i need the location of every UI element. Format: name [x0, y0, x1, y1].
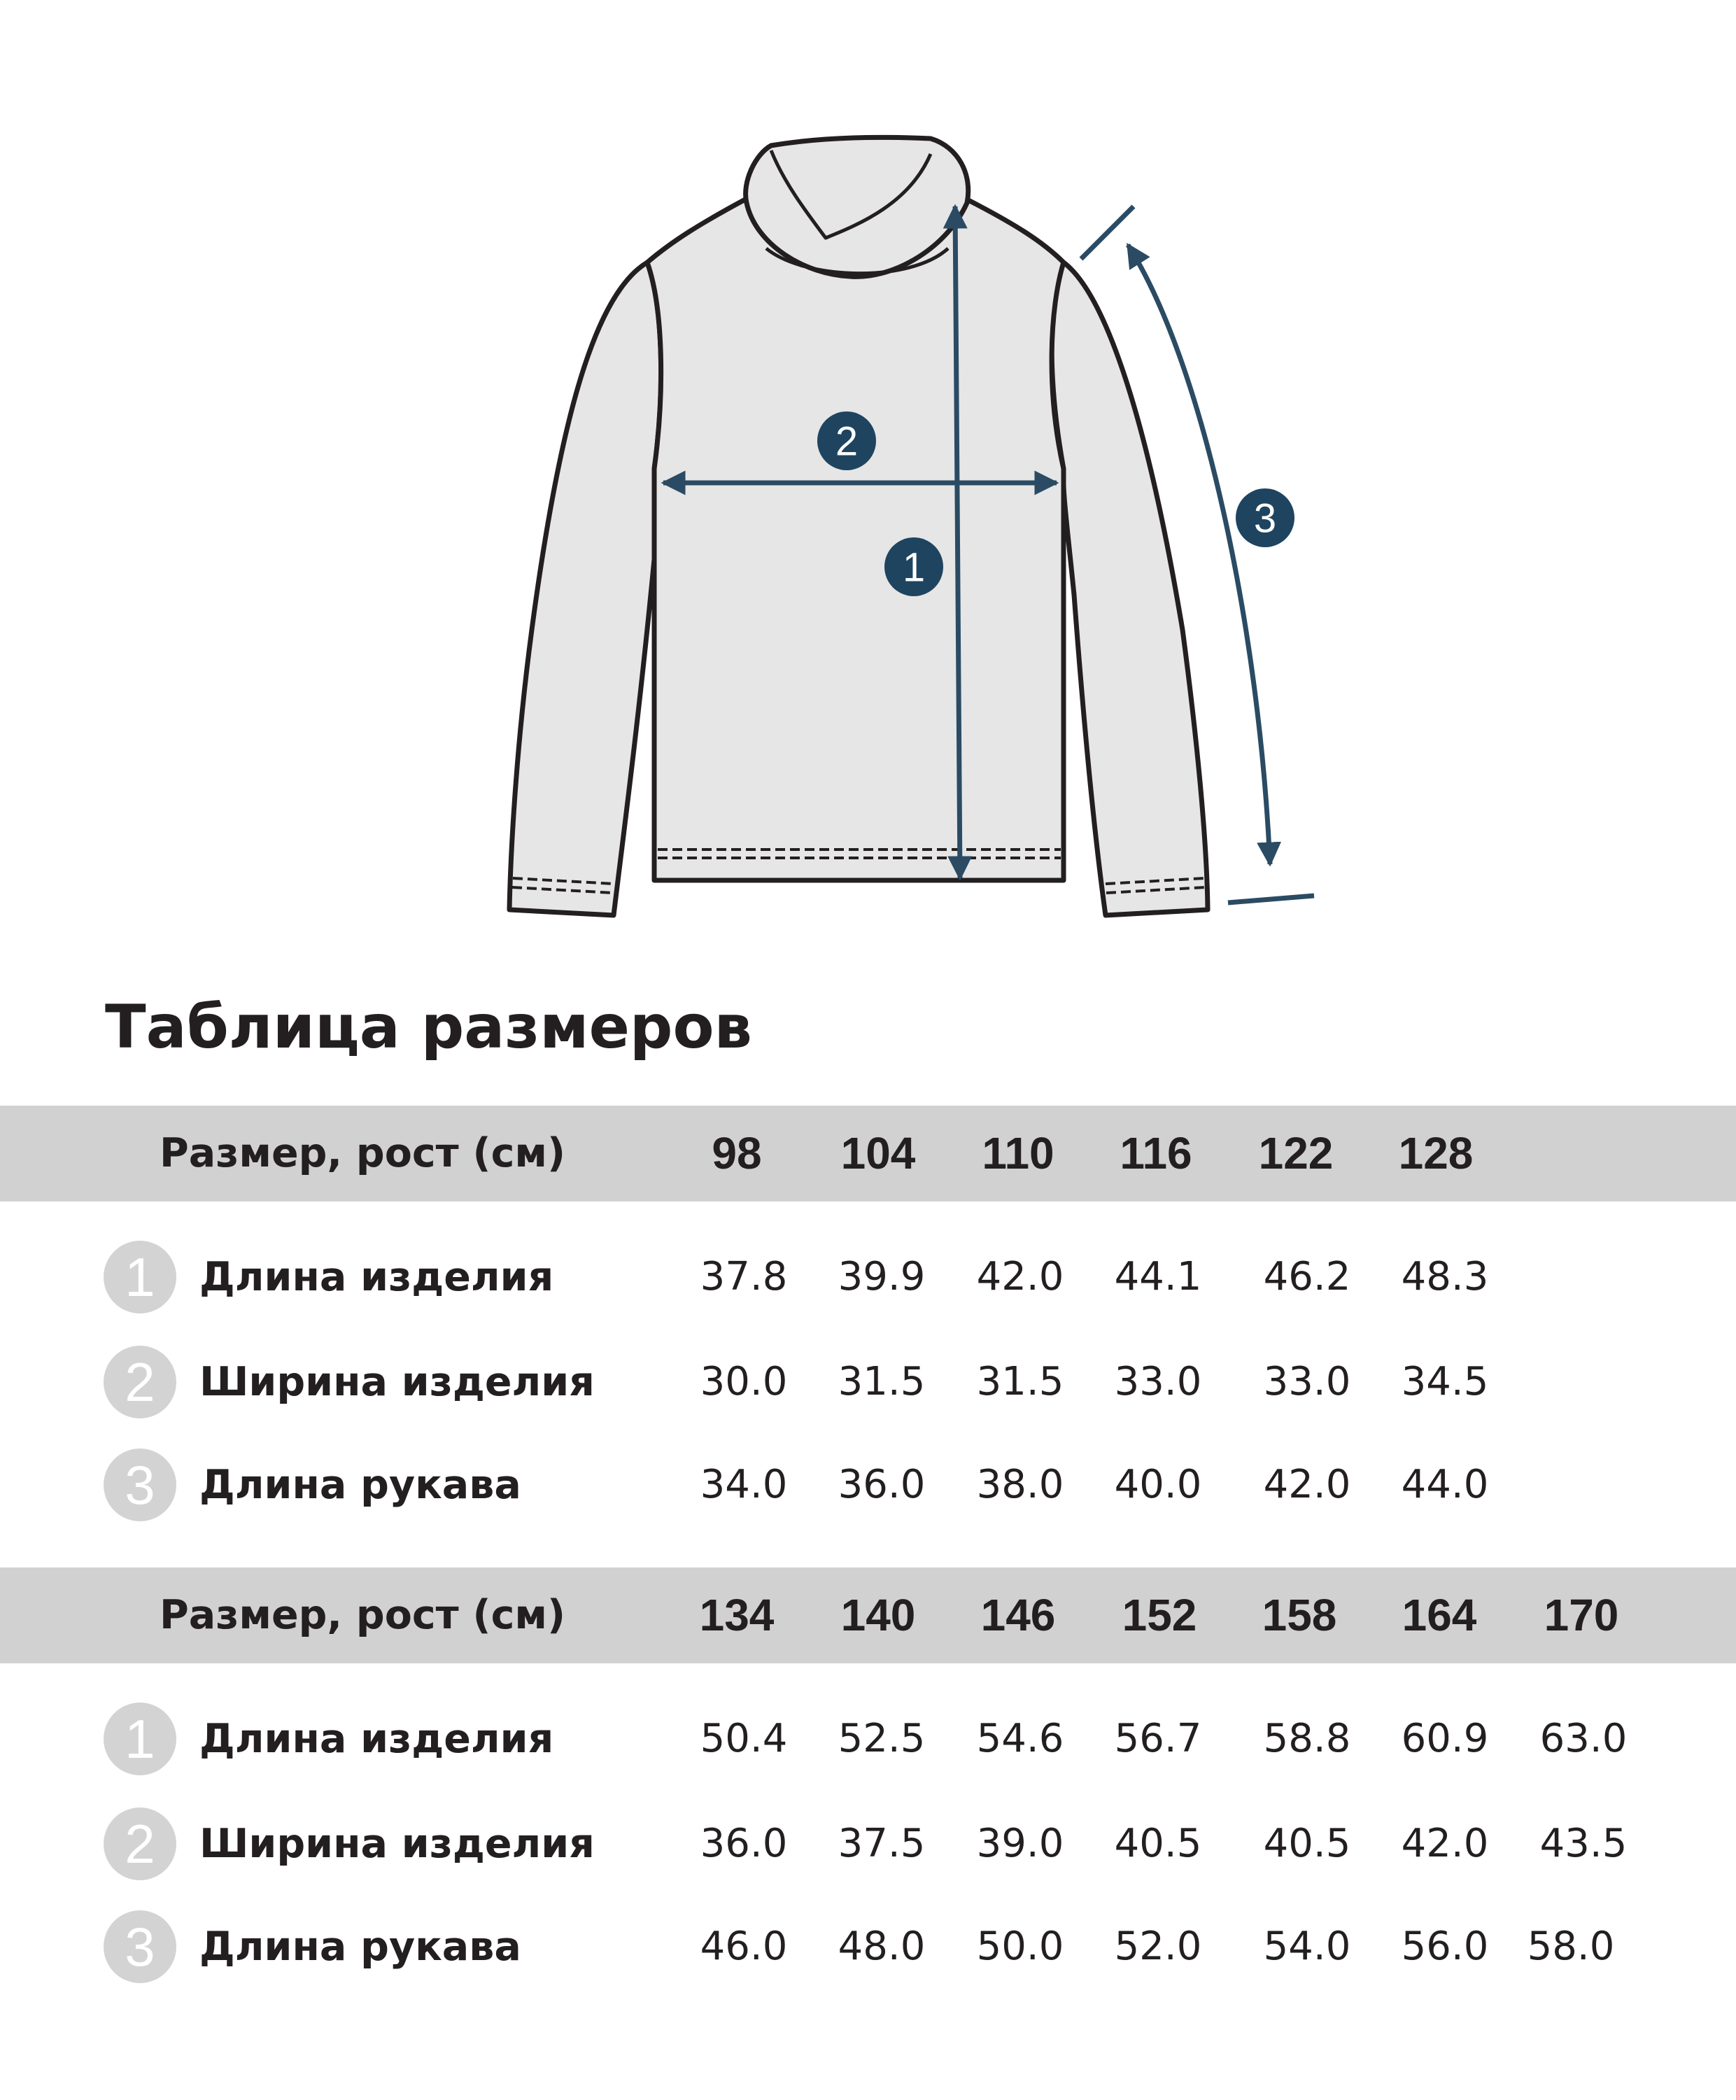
value-cell: 33.0	[1114, 1359, 1202, 1404]
size-cell: 122	[1258, 1128, 1334, 1178]
value-cell: 37.8	[700, 1254, 788, 1299]
value-cell: 48.0	[838, 1924, 926, 1969]
size-cell: 98	[712, 1128, 762, 1178]
marker-2	[817, 411, 876, 470]
size-cell: 140	[840, 1590, 916, 1640]
marker-1-label: 1	[902, 544, 926, 591]
value-cell: 42.0	[1263, 1462, 1351, 1507]
row-number-badge: 3	[104, 1910, 176, 1983]
sleeve-start-tick	[1081, 206, 1134, 259]
marker-3-label: 3	[1253, 495, 1277, 542]
table-header	[0, 1567, 1736, 1663]
marker-3	[1236, 488, 1294, 547]
value-cell: 40.0	[1114, 1462, 1202, 1507]
size-cell: 158	[1262, 1590, 1337, 1640]
value-cell: 43.5	[1539, 1821, 1628, 1866]
row-number-badge: 1	[104, 1703, 176, 1775]
sleeve-end-tick	[1228, 896, 1314, 903]
value-cell: 36.0	[700, 1821, 788, 1866]
value-cell: 58.8	[1263, 1716, 1351, 1761]
marker-1	[884, 537, 943, 596]
body	[647, 199, 1064, 880]
value-cell: 44.1	[1114, 1254, 1202, 1299]
row-number-badge: 3	[104, 1449, 176, 1521]
value-cell: 40.5	[1263, 1821, 1351, 1866]
value-cell: 31.5	[838, 1359, 926, 1404]
table-row	[0, 1449, 1736, 1525]
value-cell: 56.7	[1114, 1716, 1202, 1761]
table-row	[0, 1241, 1736, 1318]
value-cell: 60.9	[1401, 1716, 1489, 1761]
size-cell: 128	[1398, 1128, 1474, 1178]
garment-measurement-diagram	[0, 0, 1736, 966]
row-label: Ширина изделия	[199, 1821, 595, 1867]
value-cell: 48.3	[1401, 1254, 1489, 1299]
row-label: Длина рукава	[199, 1924, 521, 1970]
value-cell: 34.5	[1401, 1359, 1489, 1404]
value-cell: 52.0	[1114, 1924, 1202, 1969]
value-cell: 40.5	[1114, 1821, 1202, 1866]
size-cell: 152	[1122, 1590, 1197, 1640]
table-row	[0, 1910, 1736, 1987]
value-cell: 30.0	[700, 1359, 788, 1404]
value-cell: 52.5	[838, 1716, 926, 1761]
row-number-badge: 2	[104, 1346, 176, 1418]
header-label: Размер, рост (см)	[160, 1130, 566, 1176]
value-cell: 42.0	[1401, 1821, 1489, 1866]
value-cell: 54.0	[1263, 1924, 1351, 1969]
value-cell: 39.9	[838, 1254, 926, 1299]
row-number-badge: 2	[104, 1807, 176, 1880]
row-label: Ширина изделия	[199, 1359, 595, 1405]
value-cell: 46.2	[1263, 1254, 1351, 1299]
size-table-2	[0, 1567, 1736, 1978]
table-row	[0, 1703, 1736, 1780]
size-cell: 104	[840, 1128, 916, 1178]
table-row	[0, 1346, 1736, 1423]
value-cell: 33.0	[1263, 1359, 1351, 1404]
value-cell: 31.5	[976, 1359, 1064, 1404]
right-sleeve	[1052, 262, 1208, 915]
value-cell: 38.0	[976, 1462, 1064, 1507]
value-cell: 34.0	[700, 1462, 788, 1507]
value-cell: 39.0	[976, 1821, 1064, 1866]
value-cell: 44.0	[1401, 1462, 1489, 1507]
size-cell: 134	[699, 1590, 775, 1640]
value-cell: 42.0	[976, 1254, 1064, 1299]
value-cell: 36.0	[838, 1462, 926, 1507]
value-cell: 37.5	[838, 1821, 926, 1866]
value-cell: 50.4	[700, 1716, 788, 1761]
size-cell: 116	[1120, 1128, 1192, 1178]
size-table-1	[0, 1106, 1736, 1516]
value-cell: 54.6	[976, 1716, 1064, 1761]
value-cell: 50.0	[976, 1924, 1064, 1969]
size-cell: 164	[1402, 1590, 1477, 1640]
value-cell: 56.0	[1401, 1924, 1489, 1969]
row-label: Длина рукава	[199, 1462, 521, 1508]
marker-2-label: 2	[835, 418, 859, 465]
value-cell: 63.0	[1539, 1716, 1628, 1761]
size-cell: 170	[1544, 1590, 1619, 1640]
value-cell: 58.0	[1527, 1924, 1615, 1969]
left-sleeve	[509, 262, 661, 915]
value-cell: 46.0	[700, 1924, 788, 1969]
header-label: Размер, рост (см)	[160, 1592, 566, 1638]
size-cell: 146	[980, 1590, 1056, 1640]
row-number-badge: 1	[104, 1241, 176, 1313]
page-title: Таблица размеров	[105, 992, 752, 1062]
row-label: Длина изделия	[199, 1716, 554, 1762]
size-cell: 110	[982, 1128, 1054, 1178]
table-header	[0, 1106, 1736, 1201]
turtleneck-outline	[509, 137, 1208, 915]
table-row	[0, 1807, 1736, 1884]
row-label: Длина изделия	[199, 1254, 554, 1300]
